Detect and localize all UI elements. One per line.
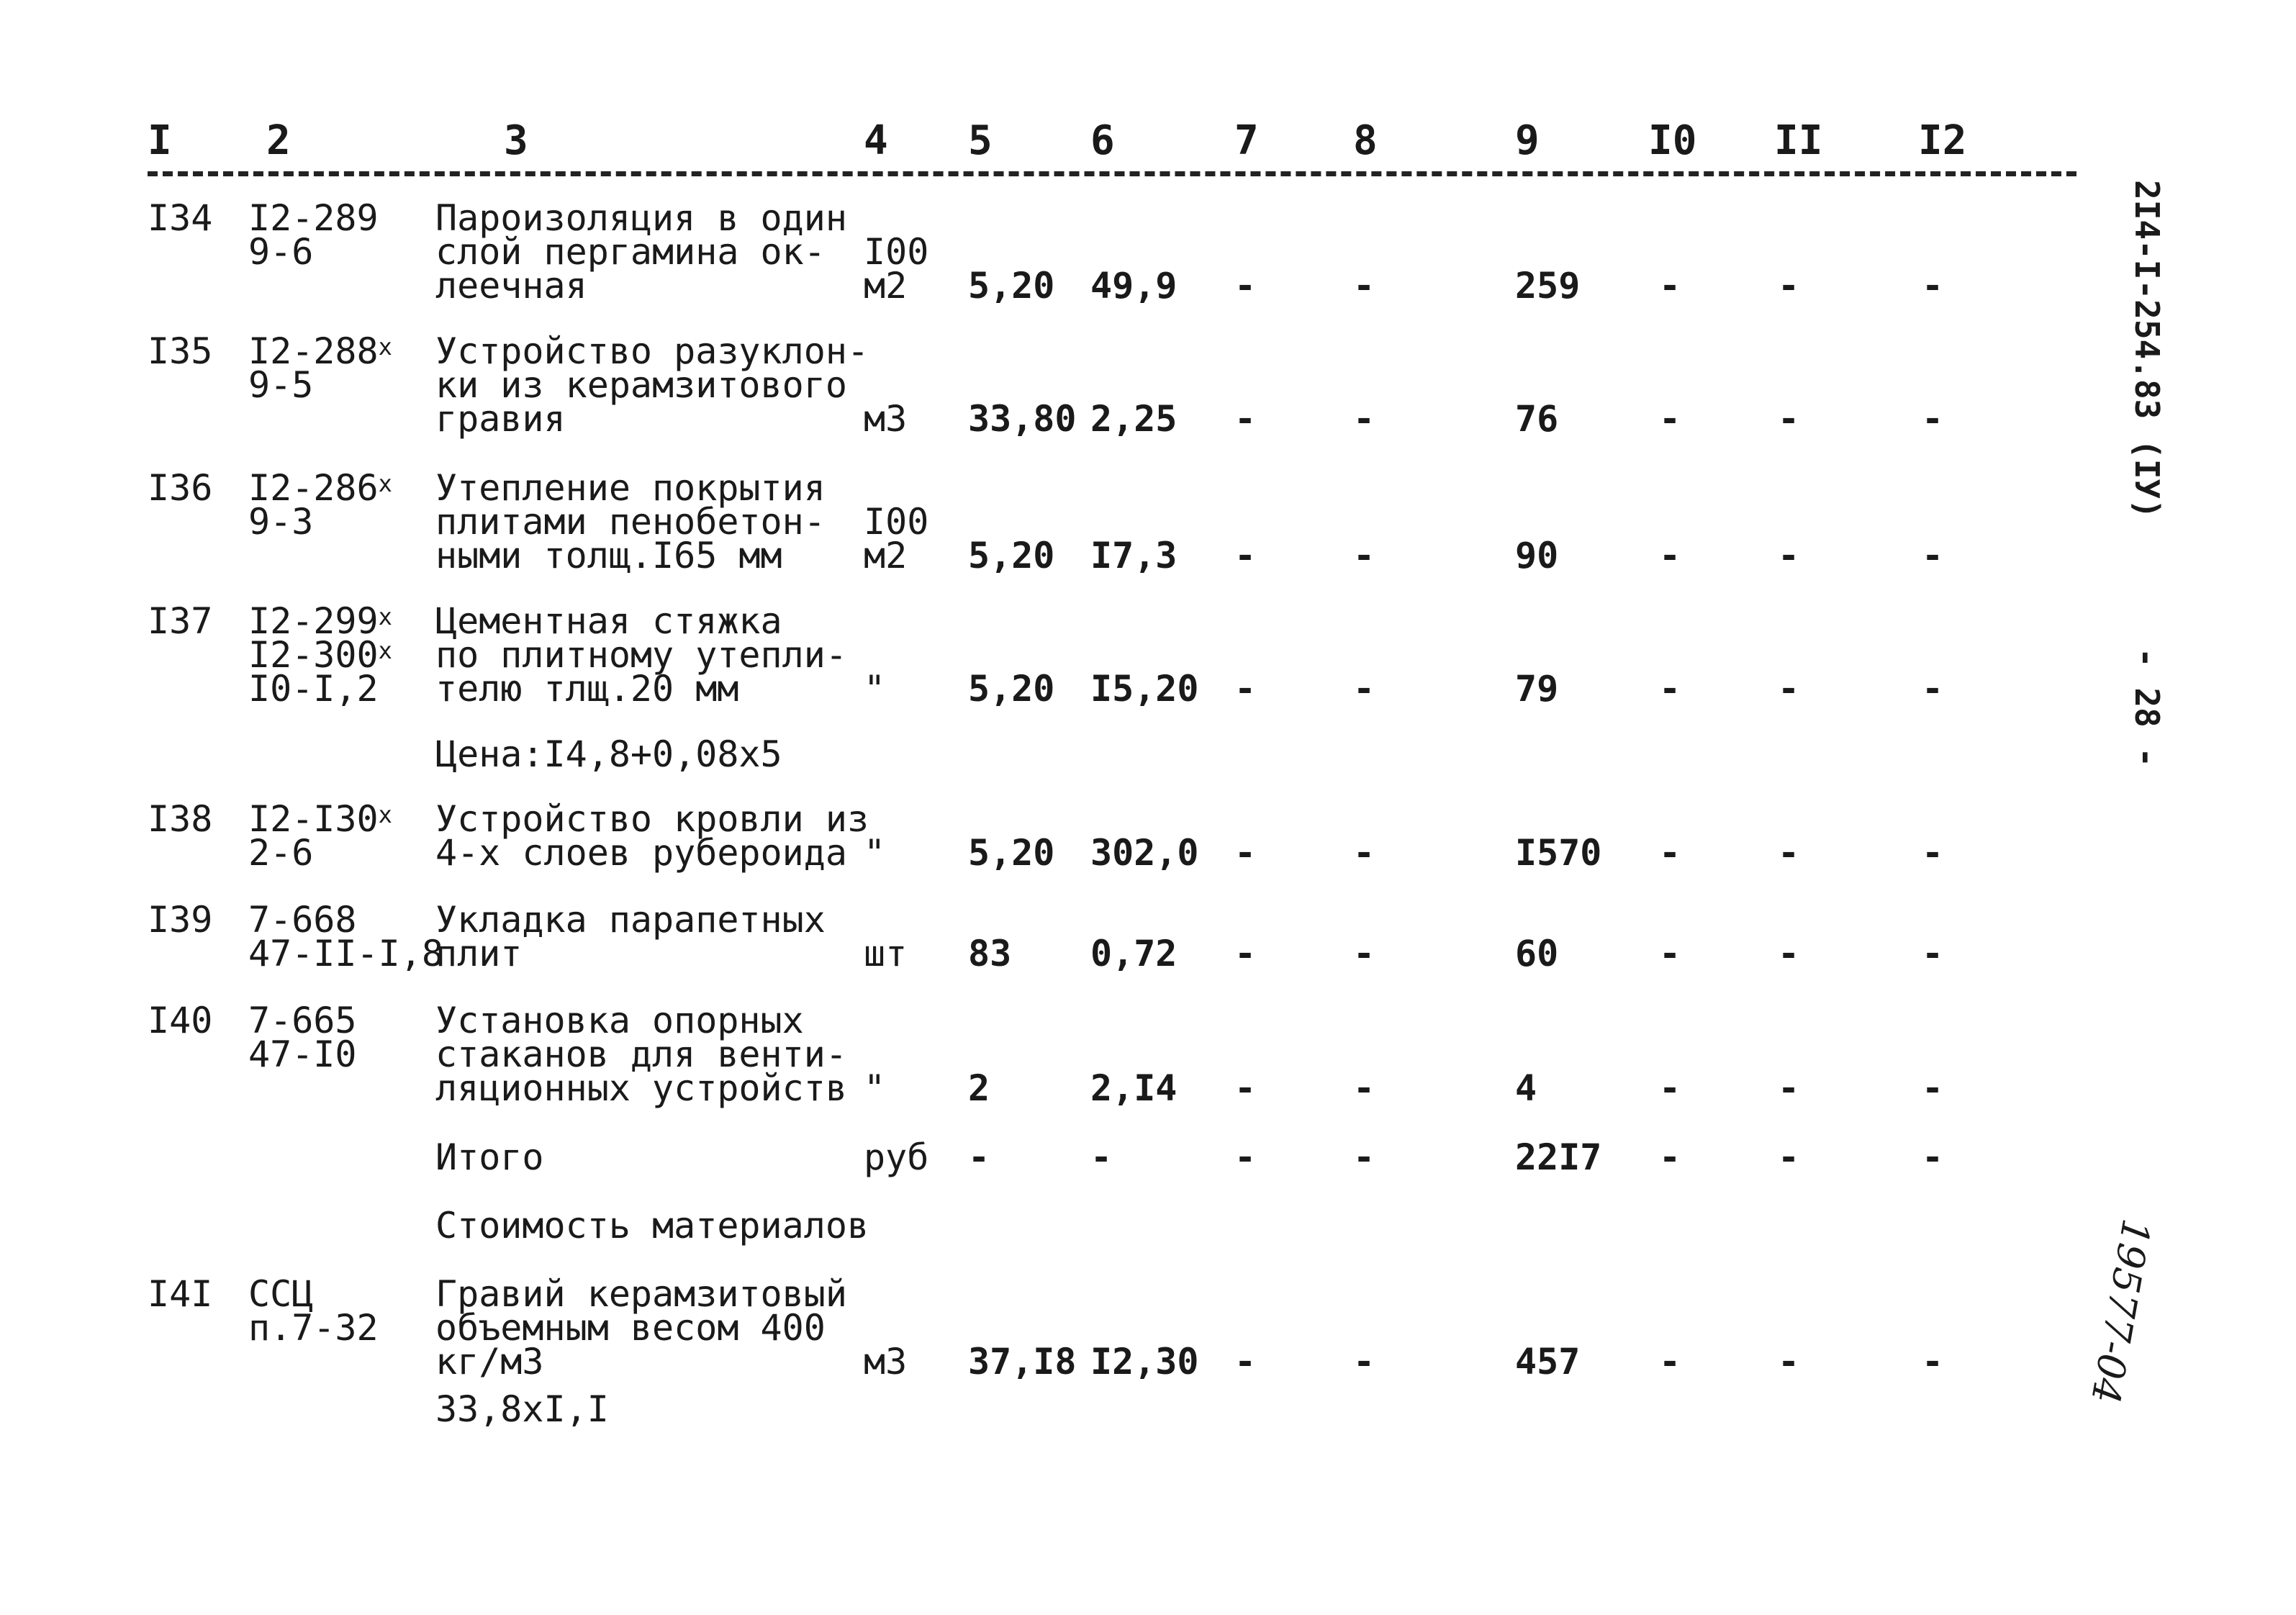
column-11-value: -	[1778, 668, 1800, 710]
column-header-8: 8	[1353, 117, 1378, 164]
column-header-2: 2	[266, 117, 291, 164]
position-number: I40	[148, 1000, 213, 1041]
header-rule	[148, 171, 2076, 176]
column-header-7: 7	[1234, 117, 1259, 164]
norm-code-text: 47-II-I,8	[248, 933, 443, 974]
unit-of-measure: м2	[864, 535, 908, 576]
column-7-value: -	[1234, 265, 1257, 307]
column-header-1: I	[148, 117, 172, 164]
norm-code-line	[248, 634, 392, 676]
column-12-value: -	[1922, 668, 1944, 710]
position-number: I4I	[148, 1273, 213, 1315]
work-description-line: телю тлщ.20 мм	[435, 668, 739, 710]
column-10-value: -	[1659, 933, 1681, 974]
column-5-value: 33,80	[968, 398, 1077, 440]
column-6-value: -	[1090, 1136, 1113, 1178]
column-6-value: 0,72	[1090, 933, 1178, 974]
unit-of-measure: "	[864, 1067, 886, 1109]
column-9-value: 79	[1515, 668, 1559, 710]
column-7-value: -	[1234, 1136, 1257, 1178]
work-description-line: Установка опорных	[435, 1000, 804, 1041]
column-5-value: -	[968, 1136, 990, 1178]
column-header-4: 4	[864, 117, 888, 164]
column-11-value: -	[1778, 1341, 1800, 1383]
column-12-value: -	[1922, 265, 1944, 307]
norm-code-superscript: х	[378, 603, 392, 630]
column-8-value: -	[1353, 933, 1375, 974]
column-12-value: -	[1922, 1067, 1944, 1109]
column-header-10: I0	[1648, 117, 1697, 164]
unit-of-measure: I00	[864, 501, 929, 543]
column-6-value: 302,0	[1090, 832, 1199, 874]
column-8-value: -	[1353, 1136, 1375, 1178]
column-6-value: I5,20	[1090, 668, 1199, 710]
column-9-value: 259	[1515, 265, 1581, 307]
column-7-value: -	[1234, 535, 1257, 576]
work-description-line: ки из керамзитового	[435, 364, 847, 406]
work-description-line: Устройство кровли из	[435, 798, 869, 840]
column-8-value: -	[1353, 668, 1375, 710]
column-7-value: -	[1234, 1067, 1257, 1109]
norm-code-text: 47-I0	[248, 1033, 357, 1075]
unit-of-measure: м3	[864, 1341, 908, 1383]
work-description-line: Цементная стяжка	[435, 600, 782, 642]
column-5-value: 2	[968, 1067, 990, 1109]
column-9-value: 76	[1515, 398, 1559, 440]
unit-of-measure: I00	[864, 231, 929, 273]
column-5-value: 5,20	[968, 265, 1055, 307]
column-11-value: -	[1778, 933, 1800, 974]
column-12-value: -	[1922, 933, 1944, 974]
column-12-value: -	[1922, 398, 1944, 440]
norm-code-line	[248, 330, 392, 372]
column-header-9: 9	[1515, 117, 1540, 164]
work-description-line: кг/м3	[435, 1341, 544, 1383]
column-12-value: -	[1922, 535, 1944, 576]
norm-code-superscript: х	[378, 333, 392, 361]
norm-code-line	[248, 501, 314, 543]
norm-code-superscript: х	[378, 801, 392, 828]
column-9-value: 90	[1515, 535, 1559, 576]
work-description-line: Устройство разуклон-	[435, 330, 869, 372]
norm-code-line	[248, 467, 392, 509]
column-12-value: -	[1922, 832, 1944, 874]
work-description-line: стаканов для венти-	[435, 1033, 847, 1075]
work-description-line: гравия	[435, 398, 566, 440]
column-10-value: -	[1659, 1067, 1681, 1109]
column-7-value: -	[1234, 832, 1257, 874]
column-7-value: -	[1234, 668, 1257, 710]
position-number: I36	[148, 467, 213, 509]
work-description-line: Итого	[435, 1136, 544, 1178]
position-number: I39	[148, 899, 213, 941]
column-5-value: 5,20	[968, 832, 1055, 874]
column-6-value: 49,9	[1090, 265, 1178, 307]
work-description-line: Гравий керамзитовый	[435, 1273, 847, 1315]
work-description-line: плитами пенобетон-	[435, 501, 826, 543]
norm-code-line	[248, 231, 314, 273]
column-10-value: -	[1659, 1136, 1681, 1178]
column-7-value: -	[1234, 1341, 1257, 1383]
handwritten-number: 19577-04	[2082, 1216, 2159, 1407]
column-header-12: I2	[1918, 117, 1967, 164]
column-7-value: -	[1234, 933, 1257, 974]
norm-code-line	[248, 364, 314, 406]
norm-code-text: 9-3	[248, 501, 314, 543]
unit-of-measure: "	[864, 832, 886, 874]
norm-code-line	[248, 798, 392, 840]
work-description-line: ными толщ.I65 мм	[435, 535, 782, 576]
column-5-value: 5,20	[968, 668, 1055, 710]
column-6-value: I2,30	[1090, 1341, 1199, 1383]
column-12-value: -	[1922, 1341, 1944, 1383]
norm-code-line	[248, 1000, 357, 1041]
norm-code-text: 7-665	[248, 1000, 357, 1041]
norm-code-text: 7-668	[248, 899, 357, 941]
column-10-value: -	[1659, 265, 1681, 307]
norm-code-line	[248, 1307, 379, 1349]
norm-code-line	[248, 600, 392, 642]
column-11-value: -	[1778, 1067, 1800, 1109]
work-description-line: Цена:I4,8+0,08х5	[435, 733, 782, 775]
norm-code-text: I2-300	[248, 634, 379, 676]
column-header-11: II	[1774, 117, 1823, 164]
column-8-value: -	[1353, 1067, 1375, 1109]
work-description-line: плит	[435, 933, 523, 974]
column-10-value: -	[1659, 535, 1681, 576]
column-header-6: 6	[1090, 117, 1115, 164]
unit-of-measure: шт	[864, 933, 908, 974]
norm-code-text: п.7-32	[248, 1307, 379, 1349]
unit-of-measure: м3	[864, 398, 908, 440]
column-11-value: -	[1778, 832, 1800, 874]
norm-code-text: 9-5	[248, 364, 314, 406]
work-description-line: объемным весом 400	[435, 1307, 826, 1349]
column-9-value: 457	[1515, 1341, 1581, 1383]
column-6-value: 2,25	[1090, 398, 1178, 440]
column-11-value: -	[1778, 1136, 1800, 1178]
norm-code-text: 9-6	[248, 231, 314, 273]
work-description-line: слой пергамина ок-	[435, 231, 826, 273]
column-10-value: -	[1659, 398, 1681, 440]
column-8-value: -	[1353, 535, 1375, 576]
norm-code-superscript: х	[378, 637, 392, 664]
column-6-value: 2,I4	[1090, 1067, 1178, 1109]
position-number: I34	[148, 197, 213, 239]
norm-code-line	[248, 832, 314, 874]
column-10-value: -	[1659, 668, 1681, 710]
work-description-line: леечная	[435, 265, 587, 307]
norm-code-line	[248, 1273, 314, 1315]
column-8-value: -	[1353, 265, 1375, 307]
column-9-value: 4	[1515, 1067, 1537, 1109]
unit-of-measure: м2	[864, 265, 908, 307]
column-10-value: -	[1659, 832, 1681, 874]
work-description-line: 4-х слоев рубероида	[435, 832, 847, 874]
page-number: - 28 -	[2128, 648, 2166, 768]
norm-code-line	[248, 933, 443, 974]
norm-code-text: 2-6	[248, 832, 314, 874]
work-description-line: Утепление покрытия	[435, 467, 826, 509]
norm-code-text: I2-289	[248, 197, 379, 239]
column-8-value: -	[1353, 832, 1375, 874]
work-description-line: Стоимость материалов	[435, 1205, 869, 1247]
work-description-line: по плитному утепли-	[435, 634, 847, 676]
column-9-value: I570	[1515, 832, 1602, 874]
position-number: I35	[148, 330, 213, 372]
work-description-line: 33,8хI,I	[435, 1388, 609, 1430]
norm-code-text: I0-I,2	[248, 668, 379, 710]
column-5-value: 37,I8	[968, 1341, 1077, 1383]
norm-code-text: I2-286	[248, 467, 379, 509]
column-10-value: -	[1659, 1341, 1681, 1383]
norm-code-text: I2-299	[248, 600, 379, 642]
norm-code-line	[248, 668, 379, 710]
position-number: I38	[148, 798, 213, 840]
column-header-5: 5	[968, 117, 993, 164]
column-5-value: 83	[968, 933, 1012, 974]
work-description-line: Пароизоляция в один	[435, 197, 847, 239]
column-11-value: -	[1778, 535, 1800, 576]
work-description-line: ляционных устройств	[435, 1067, 847, 1109]
column-9-value: 22I7	[1515, 1136, 1602, 1178]
unit-of-measure: "	[864, 668, 886, 710]
column-8-value: -	[1353, 398, 1375, 440]
column-header-3: 3	[504, 117, 528, 164]
document-code: 2I4-I-254.83 (IУ)	[2128, 180, 2166, 519]
norm-code-text: I2-288	[248, 330, 379, 372]
norm-code-line	[248, 1033, 357, 1075]
work-description-line: Укладка парапетных	[435, 899, 826, 941]
norm-code-superscript: х	[378, 470, 392, 497]
column-5-value: 5,20	[968, 535, 1055, 576]
norm-code-text: I2-I30	[248, 798, 379, 840]
norm-code-line	[248, 899, 357, 941]
position-number: I37	[148, 600, 213, 642]
column-11-value: -	[1778, 265, 1800, 307]
column-7-value: -	[1234, 398, 1257, 440]
column-11-value: -	[1778, 398, 1800, 440]
column-6-value: I7,3	[1090, 535, 1178, 576]
norm-code-line	[248, 197, 379, 239]
unit-of-measure: руб	[864, 1136, 929, 1178]
norm-code-text: ССЦ	[248, 1273, 314, 1315]
column-9-value: 60	[1515, 933, 1559, 974]
column-12-value: -	[1922, 1136, 1944, 1178]
column-8-value: -	[1353, 1341, 1375, 1383]
